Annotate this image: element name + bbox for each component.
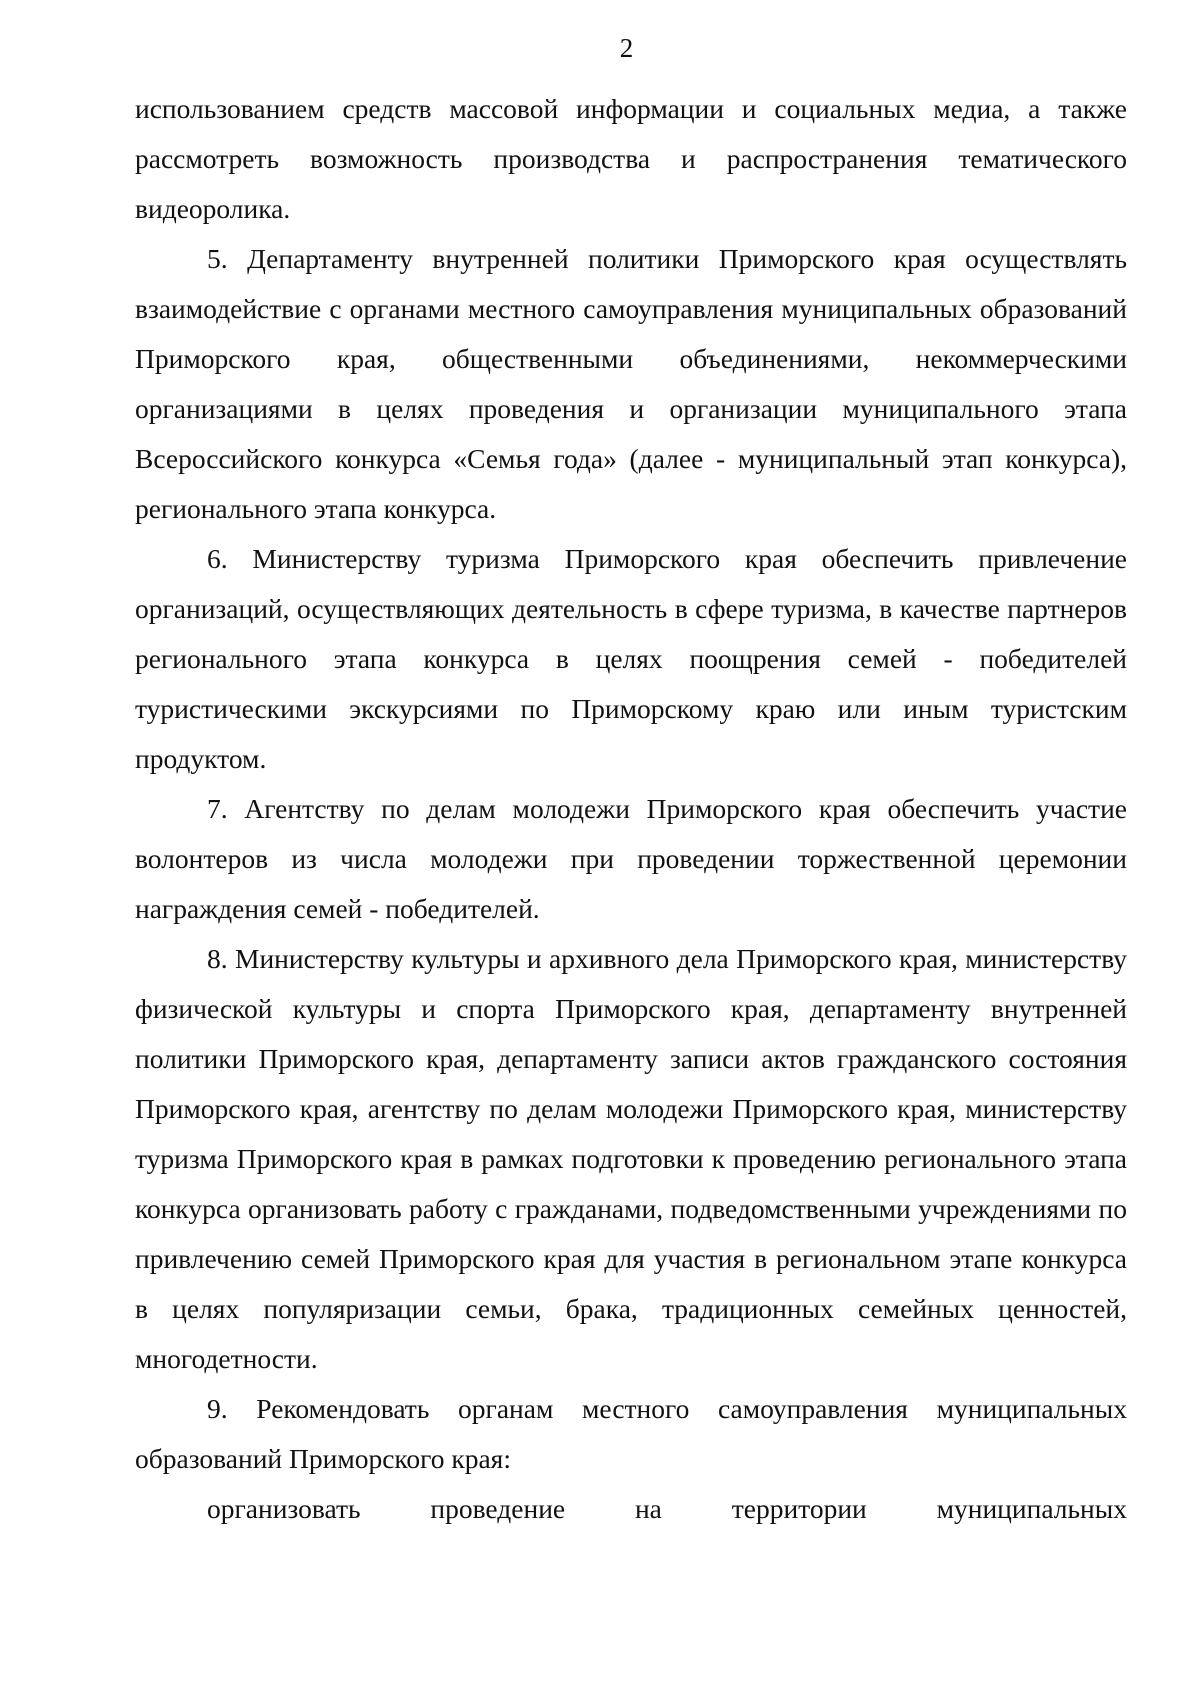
paragraph-item-5: 5. Департаменту внутренней политики Приморского края осуществлять взаимодействие с органами местного самоуправления муниципальных образований Приморского края, общественными объединениями, некоммерческими организациями в целях проведения и организации муниципального этапа Всероссийского конкурса «Семья года» (далее - муниципальный этап конкурса), регионального этапа конкурса.	[135, 243, 1127, 524]
paragraph-item-9: 9. Рекомендовать органам местного самоуправления муниципальных образований Приморского края:	[135, 1393, 1127, 1474]
paragraph-item-6: 6. Министерству туризма Приморского края обеспечить привлечение организаций, осуществляющих деятельность в сфере туризма, в качестве партнеров регионального этапа конкурса в целях поощрения семей - победителей туристическими экскурсиями по Приморскому краю или иным туристским продуктом.	[135, 543, 1127, 774]
paragraph-continuation: использованием средств массовой информации и социальных медиа, а также рассмотреть возможность производства и распространения тематического видеоролика.	[135, 93, 1127, 224]
paragraph-item-9-sub: организовать проведение на территории муниципальных	[207, 1493, 1127, 1524]
document-body	[135, 84, 1127, 1534]
paragraph-item-7: 7. Агентству по делам молодежи Приморского края обеспечить участие волонтеров из числа молодежи при проведении торжественной церемонии награждения семей - победителей.	[135, 793, 1127, 924]
paragraph-item-8: 8. Министерству культуры и архивного дела Приморского края, министерству физической культуры и спорта Приморского края, департаменту внутренней политики Приморского края, департаменту записи актов гражданского состояния Приморского края, агентству по делам молодежи Приморского края, министерству туризма Приморского края в рамках подготовки к проведению регионального этапа конкурса организовать работу с гражданами, подведомственными учреждениями по привлечению семей Приморского края для участия в региональном этапе конкурса в целях популяризации семьи, брака, традиционных семейных ценностей, многодетности.	[135, 943, 1127, 1374]
page-number: 2	[619, 33, 634, 63]
